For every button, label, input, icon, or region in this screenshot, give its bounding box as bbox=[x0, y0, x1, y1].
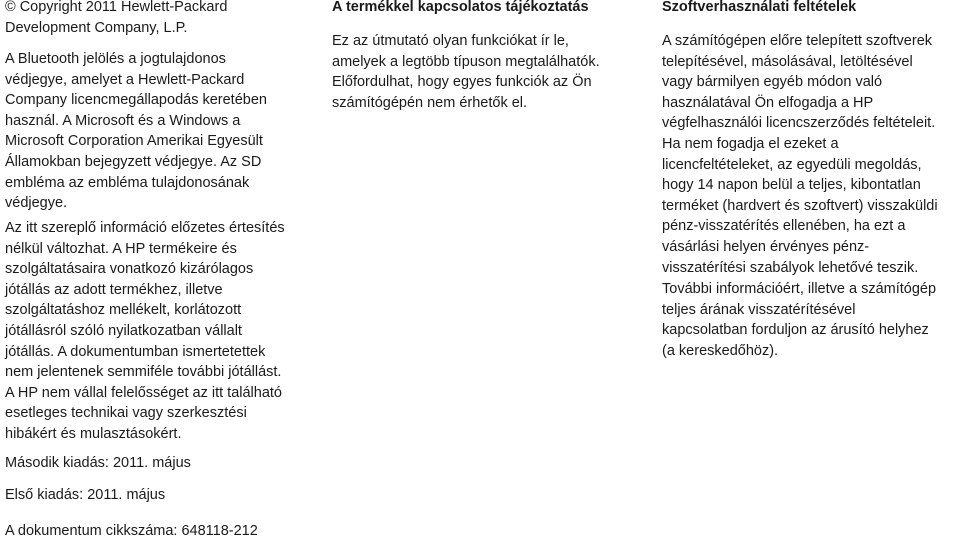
warranty-notice: Az itt szereplő információ előzetes értesítés nélkül változhat. A HP termékeire és szolgáltatásaira vonatkozó kizárólagos jótállás az adott termékhez, illetve szolgáltatáshoz mellékelt, korlátozott jótállásról szóló nyilatkozatban vállalt jótállás. A dokumentumban ismertetettek nem jelentenek semmiféle további jótállást. A HP nem vállal felelősséget az itt található esetleges technikai vagy szerkesztési hibákért és mulasztásokért. bbox=[5, 220, 285, 442]
trademark-notice: A Bluetooth jelölés a jogtulajdonos védjegye, amelyet a Hewlett-Packard Company licencmegállapodás keretében használ. A Microsoft és a Windows a Microsoft Corporation Amerikai Egyesült Államokban bejegyzett védjegye. Az SD embléma az embléma tulajdonosának védjegye. bbox=[5, 51, 267, 212]
product-notice-heading: A termékkel kapcsolatos tájékoztatás bbox=[332, 0, 589, 15]
software-terms-heading: Szoftverhasználati feltételek bbox=[662, 0, 857, 15]
copyright-notice: © Copyright 2011 Hewlett-Packard Development Company, L.P. bbox=[5, 0, 228, 36]
document-number: A dokumentum cikkszáma: 648118-212 bbox=[5, 523, 258, 539]
first-edition: Első kiadás: 2011. május bbox=[5, 487, 166, 503]
refund-info: További információért, illetve a számítógép teljes árának visszatérítésével kapcsolatban forduljon az árusító helyhez (a kereskedőhöz). bbox=[662, 281, 937, 359]
software-terms-body: A számítógépen előre telepített szoftverek telepítésével, másolásával, letöltésével vagy bármilyen egyéb módon való használatával Ön elfogadja a HP végfelhasználói licencszerződés feltételeit. Ha nem fogadja el ezeket a licencfeltételeket, az egyedüli megoldás, hogy 14 napon belül a teljes, kibontatlan terméket (hardvert és szoftvert) visszaküldi pénz-visszatérítés ellenében, ha ezt a vásárlási helyen érvényes pénz- visszatérítési szabályok lehetővé teszik. bbox=[662, 33, 938, 276]
product-notice-body: Ez az útmutató olyan funkciókat ír le, amelyek a legtöbb típuson megtalálhatók. Előfordulhat, hogy egyes funkciók az Ön számítógépén nem érhetők el. bbox=[332, 33, 600, 111]
second-edition: Második kiadás: 2011. május bbox=[5, 455, 191, 471]
